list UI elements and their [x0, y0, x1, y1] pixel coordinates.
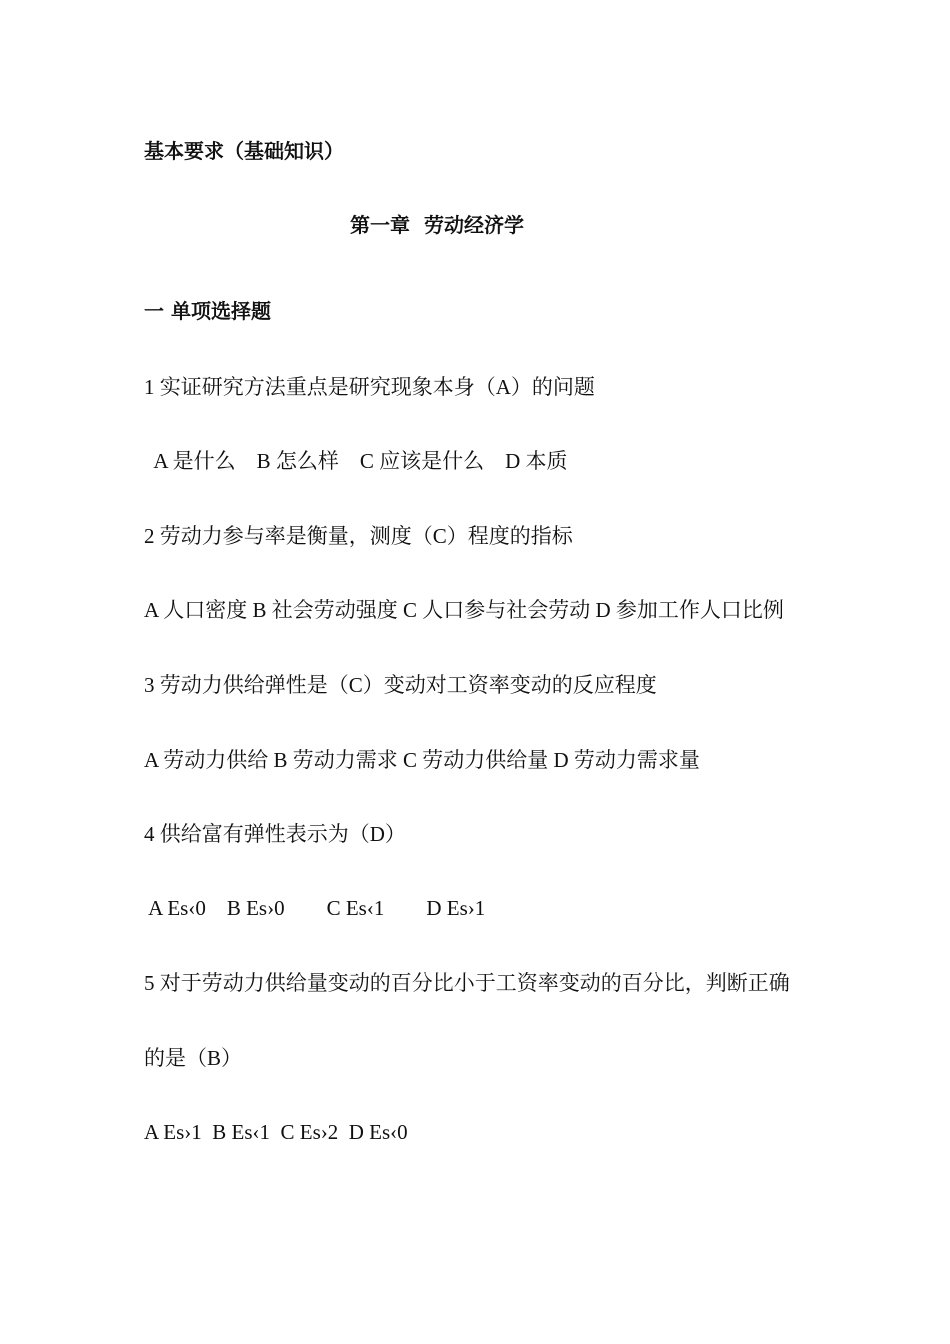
- chapter-title: 第一章 劳动经济学: [350, 213, 524, 237]
- question-5-options: A Es›1 B Es‹1 C Es›2 D Es‹0: [144, 1120, 408, 1144]
- question-2-options: A 人口密度 B 社会劳动强度 C 人口参与社会劳动 D 参加工作人口比例: [144, 598, 784, 622]
- question-5-stem-continued: 的是（B）: [144, 1046, 243, 1070]
- question-5-stem: 5 对于劳动力供给量变动的百分比小于工资率变动的百分比，判断正确: [144, 971, 790, 995]
- question-3-stem: 3 劳动力供给弹性是（C）变动对工资率变动的反应程度: [144, 673, 657, 697]
- question-3-options: A 劳动力供给 B 劳动力需求 C 劳动力供给量 D 劳动力需求量: [144, 748, 700, 772]
- question-1-stem: 1 实证研究方法重点是研究现象本身（A）的问题: [144, 375, 595, 399]
- question-2-stem: 2 劳动力参与率是衡量，测度（C）程度的指标: [144, 524, 573, 548]
- question-4-options: A Es‹0 B Es›0 C Es‹1 D Es›1: [144, 896, 486, 920]
- section-title: 一 单项选择题: [144, 299, 271, 323]
- document-header: 基本要求（基础知识）: [144, 139, 344, 163]
- question-1-options: A 是什么 B 怎么样 C 应该是什么 D 本质: [144, 449, 568, 473]
- question-4-stem: 4 供给富有弹性表示为（D）: [144, 822, 406, 846]
